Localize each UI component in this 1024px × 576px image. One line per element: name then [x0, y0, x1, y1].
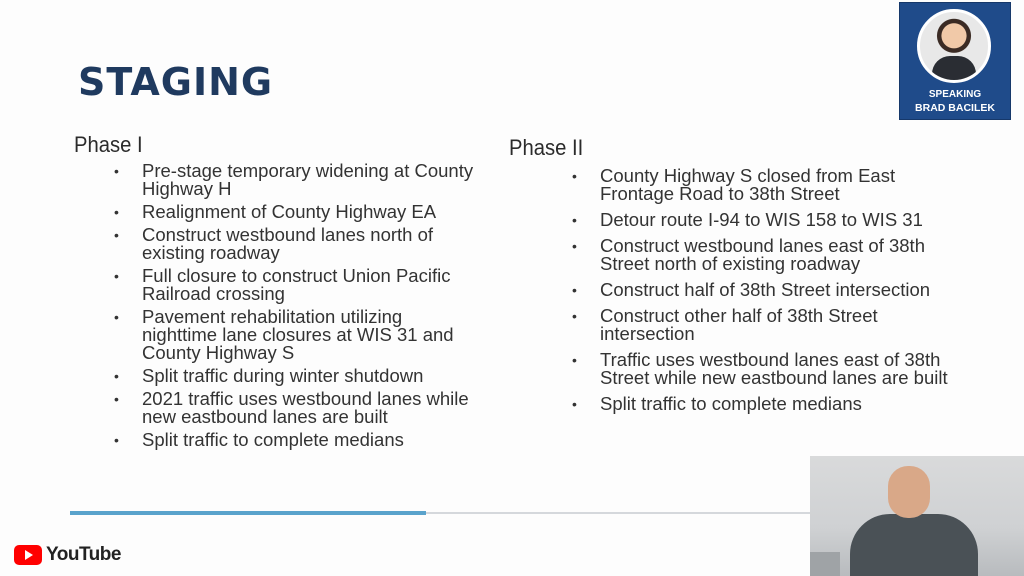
speaker-avatar — [917, 9, 991, 83]
phase1-item — [114, 267, 474, 303]
phase2-item-text: Traffic uses westbound lanes east of 38th Street while new eastbound lanes are built — [600, 349, 948, 388]
speaker-card — [899, 2, 1011, 120]
phase2-item — [572, 307, 972, 343]
webcam-background-shelf — [810, 552, 840, 576]
phase1-item-text: Pre-stage temporary widening at County Highway H — [142, 160, 474, 199]
bullet-icon: • — [114, 204, 119, 220]
bullet-icon: • — [572, 308, 577, 324]
youtube-logo[interactable] — [14, 544, 121, 566]
bullet-icon: • — [572, 396, 577, 412]
phase2-item — [572, 395, 972, 413]
bullet-icon: • — [572, 352, 577, 368]
video-progress-bar[interactable] — [70, 512, 814, 514]
phase2-item — [572, 211, 972, 229]
bullet-icon: • — [572, 238, 577, 254]
phase2-item — [572, 237, 972, 273]
bullet-icon: • — [114, 163, 119, 179]
phase1-item — [114, 203, 474, 221]
phase2-item-text: County Highway S closed from East Frontage Road to 38th Street — [600, 165, 896, 204]
phase1-item — [114, 308, 474, 362]
phase1-item-text: 2021 traffic uses westbound lanes while new eastbound lanes are built — [142, 388, 469, 427]
youtube-play-icon — [14, 545, 42, 565]
youtube-wordmark: YouTube — [46, 544, 121, 565]
phase1-item — [114, 367, 474, 385]
presenter-head — [888, 466, 930, 518]
bullet-icon: • — [114, 268, 119, 284]
phase2-item — [572, 351, 972, 387]
phase1-item-text: Split traffic during winter shutdown — [142, 365, 424, 386]
presenter-webcam — [810, 456, 1024, 576]
phase2-item-text: Construct westbound lanes east of 38th Street north of existing roadway — [600, 235, 925, 274]
phase1-heading: Phase I — [74, 132, 143, 157]
phase1-item-text: Pavement rehabilitation utilizing nighttime lane closures at WIS 31 and County Highway S — [142, 306, 454, 363]
phase1-item-text: Split traffic to complete medians — [142, 429, 404, 450]
phase2-item-text: Construct half of 38th Street intersection — [600, 279, 931, 300]
bullet-icon: • — [114, 432, 119, 448]
phase2-item — [572, 281, 972, 299]
bullet-icon: • — [114, 391, 119, 407]
speaker-name: BRAD BACILEK — [915, 102, 995, 114]
phase1-list — [114, 162, 474, 454]
phase2-item — [572, 167, 972, 203]
phase1-item — [114, 431, 474, 449]
phase2-item-text: Construct other half of 38th Street intersection — [600, 305, 878, 344]
presenter-body — [850, 514, 978, 576]
speaking-status: SPEAKING — [928, 89, 982, 100]
phase2-item-text: Detour route I-94 to WIS 158 to WIS 31 — [600, 209, 923, 230]
phase1-item — [114, 390, 474, 426]
bullet-icon: • — [114, 309, 119, 325]
phase1-item-text: Realignment of County Highway EA — [142, 201, 437, 222]
phase1-item — [114, 162, 474, 198]
bullet-icon: • — [572, 282, 577, 298]
phase1-item-text: Full closure to construct Union Pacific Railroad crossing — [142, 265, 451, 304]
bullet-icon: • — [572, 212, 577, 228]
phase1-item — [114, 226, 474, 262]
bullet-icon: • — [572, 168, 577, 184]
video-progress-fill — [70, 511, 426, 515]
phase1-item-text: Construct westbound lanes north of existing roadway — [142, 224, 434, 263]
phase2-item-text: Split traffic to complete medians — [600, 393, 862, 414]
bullet-icon: • — [114, 227, 119, 243]
phase2-heading: Phase II — [509, 135, 584, 160]
slide-title: STAGING — [78, 60, 274, 104]
bullet-icon: • — [114, 368, 119, 384]
phase2-list — [572, 167, 972, 421]
